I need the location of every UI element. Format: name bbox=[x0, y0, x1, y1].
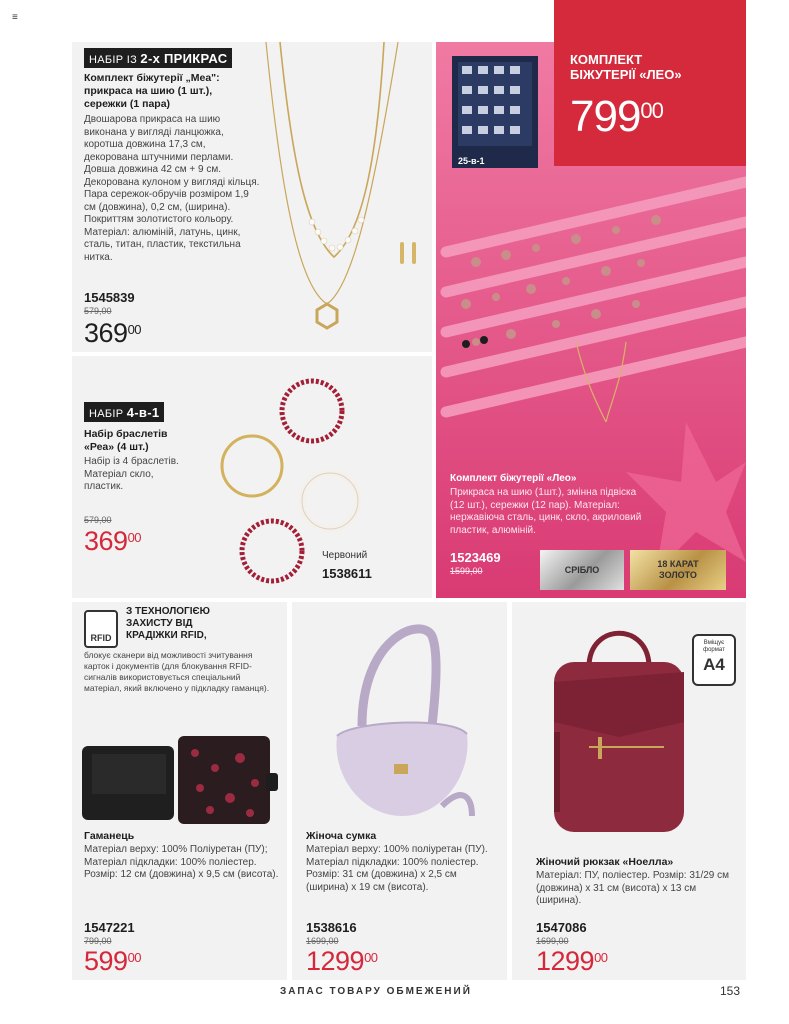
leo-banner-price-cents: 00 bbox=[640, 98, 663, 123]
price-rea-main: 369 bbox=[84, 526, 128, 556]
price-mea-cents: 00 bbox=[127, 322, 142, 337]
product-title-mea: Комплект біжутерії „Меа": прикраса на шию (1 шт.), сережки (1 пара) bbox=[84, 72, 220, 110]
page-number: 153 bbox=[720, 984, 741, 998]
old-price-rea: 579,00 bbox=[84, 515, 112, 525]
leo-inset-box bbox=[452, 56, 538, 168]
set-badge-prefix: НАБІР ІЗ bbox=[89, 54, 138, 66]
product-title-backpack: Жіночий рюкзак «Ноелла» bbox=[536, 856, 674, 868]
price-wallet-cents: 00 bbox=[127, 950, 142, 965]
set-badge-main: 2-х ПРИКРАС bbox=[140, 51, 228, 66]
leo-old-price: 1599,00 bbox=[450, 566, 483, 576]
bag-image bbox=[322, 616, 482, 826]
product-code-backpack: 1547086 bbox=[536, 920, 587, 935]
price-backpack-cents: 00 bbox=[594, 950, 608, 965]
old-price-wallet: 799,00 bbox=[84, 936, 112, 946]
price-mea bbox=[84, 318, 141, 349]
leo-desc: Прикраса на шию (1шт.), змінна підвіска (12 шт.), сережки (12 пар). Матеріал: нержавіюча сталь, цинк, скло, акриловий пластик, алюміній. bbox=[450, 487, 642, 536]
swatch-silver-label: СРІБЛО bbox=[564, 565, 600, 575]
leo-banner-title: КОМПЛЕКТ БІЖУТЕРІЇ «ЛЕО» bbox=[570, 52, 682, 82]
price-rea-cents: 00 bbox=[127, 530, 142, 545]
price-backpack bbox=[536, 946, 608, 977]
swatch-silver[interactable] bbox=[540, 550, 624, 590]
product-title-bag: Жіноча сумка bbox=[306, 830, 377, 842]
necklace-image bbox=[252, 42, 422, 352]
swatch-gold[interactable] bbox=[630, 550, 726, 590]
footer-note: ЗАПАС ТОВАРУ ОБМЕЖЕНИЙ bbox=[280, 986, 472, 997]
set-badge-rea-main: 4-в-1 bbox=[126, 405, 160, 420]
product-desc-rea: Набір із 4 браслетів. Матеріал скло, пластик. bbox=[84, 456, 179, 492]
price-rea bbox=[84, 526, 141, 557]
product-title-rea: Набір браслетів «Реа» (4 шт.) bbox=[84, 428, 168, 453]
set-badge-rea-prefix: НАБІР bbox=[89, 408, 124, 420]
rfid-icon bbox=[84, 610, 118, 648]
swatch-gold-label: 18 КАРАТ ЗОЛОТО bbox=[657, 559, 699, 580]
leo-title: Комплект біжутерії «Лео» bbox=[450, 473, 577, 484]
price-mea-main: 369 bbox=[84, 318, 128, 348]
leo-inset-label: 25-в-1 bbox=[458, 156, 485, 166]
product-code-mea: 1545839 bbox=[84, 290, 135, 305]
a4-badge-big: A4 bbox=[703, 655, 725, 674]
rfid-icon-text: RFID bbox=[90, 633, 112, 643]
leo-code: 1523469 bbox=[450, 550, 501, 565]
a4-badge bbox=[692, 634, 736, 686]
leo-banner-price bbox=[570, 92, 663, 142]
menu-icon[interactable]: ≡ bbox=[12, 12, 18, 23]
leo-inset-image bbox=[452, 56, 538, 152]
product-desc-bag: Матеріал верху: 100% поліуретан (ПУ). Матеріал підкладки: 100% поліестер. Розмір: 31 см (довжина) х 2,5 см (ширина) х 19 см (висота). bbox=[306, 844, 488, 893]
wallet-image bbox=[80, 728, 280, 828]
price-wallet-main: 599 bbox=[84, 946, 128, 976]
price-bag-cents: 00 bbox=[364, 950, 378, 965]
old-price-backpack: 1699,00 bbox=[536, 936, 569, 946]
leo-banner-price-main: 799 bbox=[570, 92, 641, 141]
rfid-desc: блокує сканери від можливості зчитування карток і документів (для блокування RFID-сигналів використовується спеціальний матеріал, який включено у підкладку гаманця). bbox=[84, 650, 270, 693]
variant-code-rea: 1538611 bbox=[322, 566, 372, 581]
product-desc-wallet: Матеріал верху: 100% Поліуретан (ПУ); Матеріал підкладки: 100% поліестер. Розмір: 12 см (довжина) х 9,5 см (висота). bbox=[84, 844, 279, 880]
a4-badge-small: Вміщує формат bbox=[703, 640, 725, 653]
product-desc-mea: Двошарова прикраса на шию виконана у вигляді ланцюжка, коротша довжина 17,3 см, декорована штучними перлами. Довша довжина 42 см + 9 см. Декорована кулоном у вигляді кільця. Пара сережок-обручів розміром 1,9 см (довжина), 0,2 см, (ширина). Покриттям золотистого кольору. Матеріал: алюміній, латунь, цинк, сталь, титан, пластик, текстильна нитка. bbox=[84, 114, 260, 263]
price-bag-main: 1299 bbox=[306, 946, 365, 976]
variant-label-rea: Червоний bbox=[322, 550, 368, 561]
old-price-mea: 579,00 bbox=[84, 306, 112, 316]
price-bag bbox=[306, 946, 378, 977]
set-badge-mea bbox=[84, 48, 232, 68]
product-code-bag: 1538616 bbox=[306, 920, 357, 935]
backpack-image bbox=[534, 612, 704, 842]
product-code-wallet: 1547221 bbox=[84, 920, 135, 935]
rfid-title: З ТЕХНОЛОГІЄЮ ЗАХИСТУ ВІД КРАДІЖКИ RFID, bbox=[126, 606, 210, 641]
product-desc-backpack: Матеріал: ПУ, поліестер. Розмір: 31/29 см (довжина) х 31 см (висота) х 13 см (ширина). bbox=[536, 870, 729, 906]
price-wallet bbox=[84, 946, 141, 977]
price-backpack-main: 1299 bbox=[536, 946, 595, 976]
set-badge-rea bbox=[84, 402, 164, 422]
leo-price-banner bbox=[554, 0, 746, 166]
old-price-bag: 1699,00 bbox=[306, 936, 339, 946]
product-title-wallet: Гаманець bbox=[84, 830, 135, 842]
